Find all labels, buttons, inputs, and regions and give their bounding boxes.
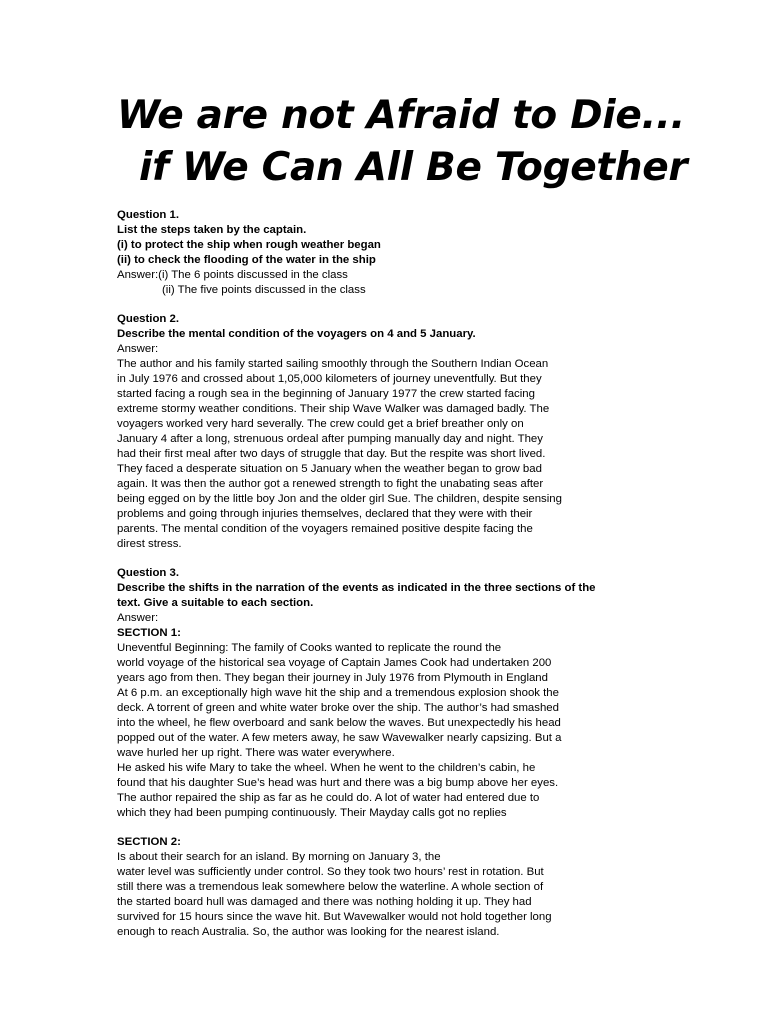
question-1-text: (ii) to check the flooding of the water in the ship: [117, 254, 376, 266]
question-2-heading: Question 2.: [117, 313, 180, 325]
paragraph-line: Uneventful Beginning: The family of Cooks wanted to replicate the round the: [117, 642, 502, 654]
question-3-text: text. Give a suitable to each section.: [117, 597, 314, 609]
paragraph-line: Is about their search for an island. By morning on January 3, the: [117, 851, 441, 863]
paragraph-line: He asked his wife Mary to take the wheel. When he went to the children’s cabin, he: [117, 762, 536, 774]
question-2-text: Describe the mental condition of the voyagers on 4 and 5 January.: [117, 328, 476, 340]
answer-label: Answer:: [117, 612, 159, 624]
paragraph-line: wave hurled her up right. There was water everywhere.: [117, 747, 395, 759]
title-line-1: We are not Afraid to Die...: [117, 93, 686, 138]
paragraph-line: found that his daughter Sue’s head was hurt and there was a big bump above her eyes.: [117, 777, 559, 789]
question-1-text: List the steps taken by the captain.: [117, 224, 307, 236]
section-1-text: [117, 641, 757, 821]
paragraph-line: problems and going through injuries themselves, declared that they were with their: [117, 508, 533, 520]
paragraph-line: popped out of the water. A few meters away, he saw Wavewalker nearly capsizing. But a: [117, 732, 562, 744]
section-2-heading: SECTION 2:: [117, 836, 181, 848]
section-2-text: [117, 850, 757, 940]
paragraph-line: extreme stormy weather conditions. Their ship Wave Walker was damaged badly. The: [117, 403, 550, 415]
paragraph-line: in July 1976 and crossed about 1,05,000 kilometers of journey uneventfully. But they: [117, 373, 542, 385]
paragraph-line: which they had been pumping continuously. Their Mayday calls got no replies: [117, 807, 507, 819]
paragraph-line: the started board hull was damaged and there was nothing holding it up. They had: [117, 896, 532, 908]
paragraph-line: had their first meal after two days of struggle that day. But the respite was short lived.: [117, 448, 546, 460]
paragraph-line: January 4 after a long, strenuous ordeal after pumping manually day and night. They: [117, 433, 543, 445]
paragraph-line: still there was a tremendous leak somewhere below the waterline. A whole section of: [117, 881, 544, 893]
paragraph-line: being egged on by the little boy Jon and the older girl Sue. The children, despite sensing: [117, 493, 562, 505]
question-1-heading: Question 1.: [117, 209, 180, 221]
paragraph-line: into the wheel, he flew overboard and sank below the waves. But unexpectedly his head: [117, 717, 561, 729]
document-body: [117, 208, 757, 940]
question-3-heading: Question 3.: [117, 567, 180, 579]
question-2-answer: [117, 357, 757, 552]
paragraph-line: At 6 p.m. an exceptionally high wave hit the ship and a tremendous explosion shook the: [117, 687, 559, 699]
question-1-answer: Answer:(i) The 6 points discussed in the class: [117, 269, 348, 281]
paragraph-line: parents. The mental condition of the voyagers remained positive despite facing the: [117, 523, 533, 535]
section-1-heading: SECTION 1:: [117, 627, 181, 639]
question-3-text: Describe the shifts in the narration of the events as indicated in the three sections of the: [117, 582, 596, 594]
paragraph-line: again. It was then the author got a renewed strength to fight the unabating seas after: [117, 478, 544, 490]
document-title: [117, 90, 687, 194]
question-1-answer: (ii) The five points discussed in the class: [162, 284, 366, 296]
paragraph-line: years ago from then. They began their journey in July 1976 from Plymouth in England: [117, 672, 548, 684]
paragraph-line: direst stress.: [117, 538, 182, 550]
paragraph-line: world voyage of the historical sea voyage of Captain James Cook had undertaken 200: [117, 657, 552, 669]
answer-label: Answer:: [117, 343, 159, 355]
paragraph-line: enough to reach Australia. So, the author was looking for the nearest island.: [117, 926, 500, 938]
paragraph-line: started facing a rough sea in the beginning of January 1977 the crew started facing: [117, 388, 535, 400]
title-line-2: if We Can All Be Together: [139, 145, 688, 190]
paragraph-line: deck. A torrent of green and white water broke over the ship. The author’s had smashed: [117, 702, 559, 714]
paragraph-line: The author and his family started sailing smoothly through the Southern Indian Ocean: [117, 358, 549, 370]
paragraph-line: They faced a desperate situation on 5 January when the weather began to grow bad: [117, 463, 542, 475]
paragraph-line: survived for 15 hours since the wave hit. But Wavewalker would not hold together long: [117, 911, 552, 923]
paragraph-line: water level was sufficiently under control. So they took two hours’ rest in rotation. But: [117, 866, 544, 878]
paragraph-line: voyagers worked very hard severally. The crew could get a brief breather only on: [117, 418, 524, 430]
question-1-text: (i) to protect the ship when rough weather began: [117, 239, 381, 251]
paragraph-line: The author repaired the ship as far as he could do. A lot of water had entered due to: [117, 792, 540, 804]
